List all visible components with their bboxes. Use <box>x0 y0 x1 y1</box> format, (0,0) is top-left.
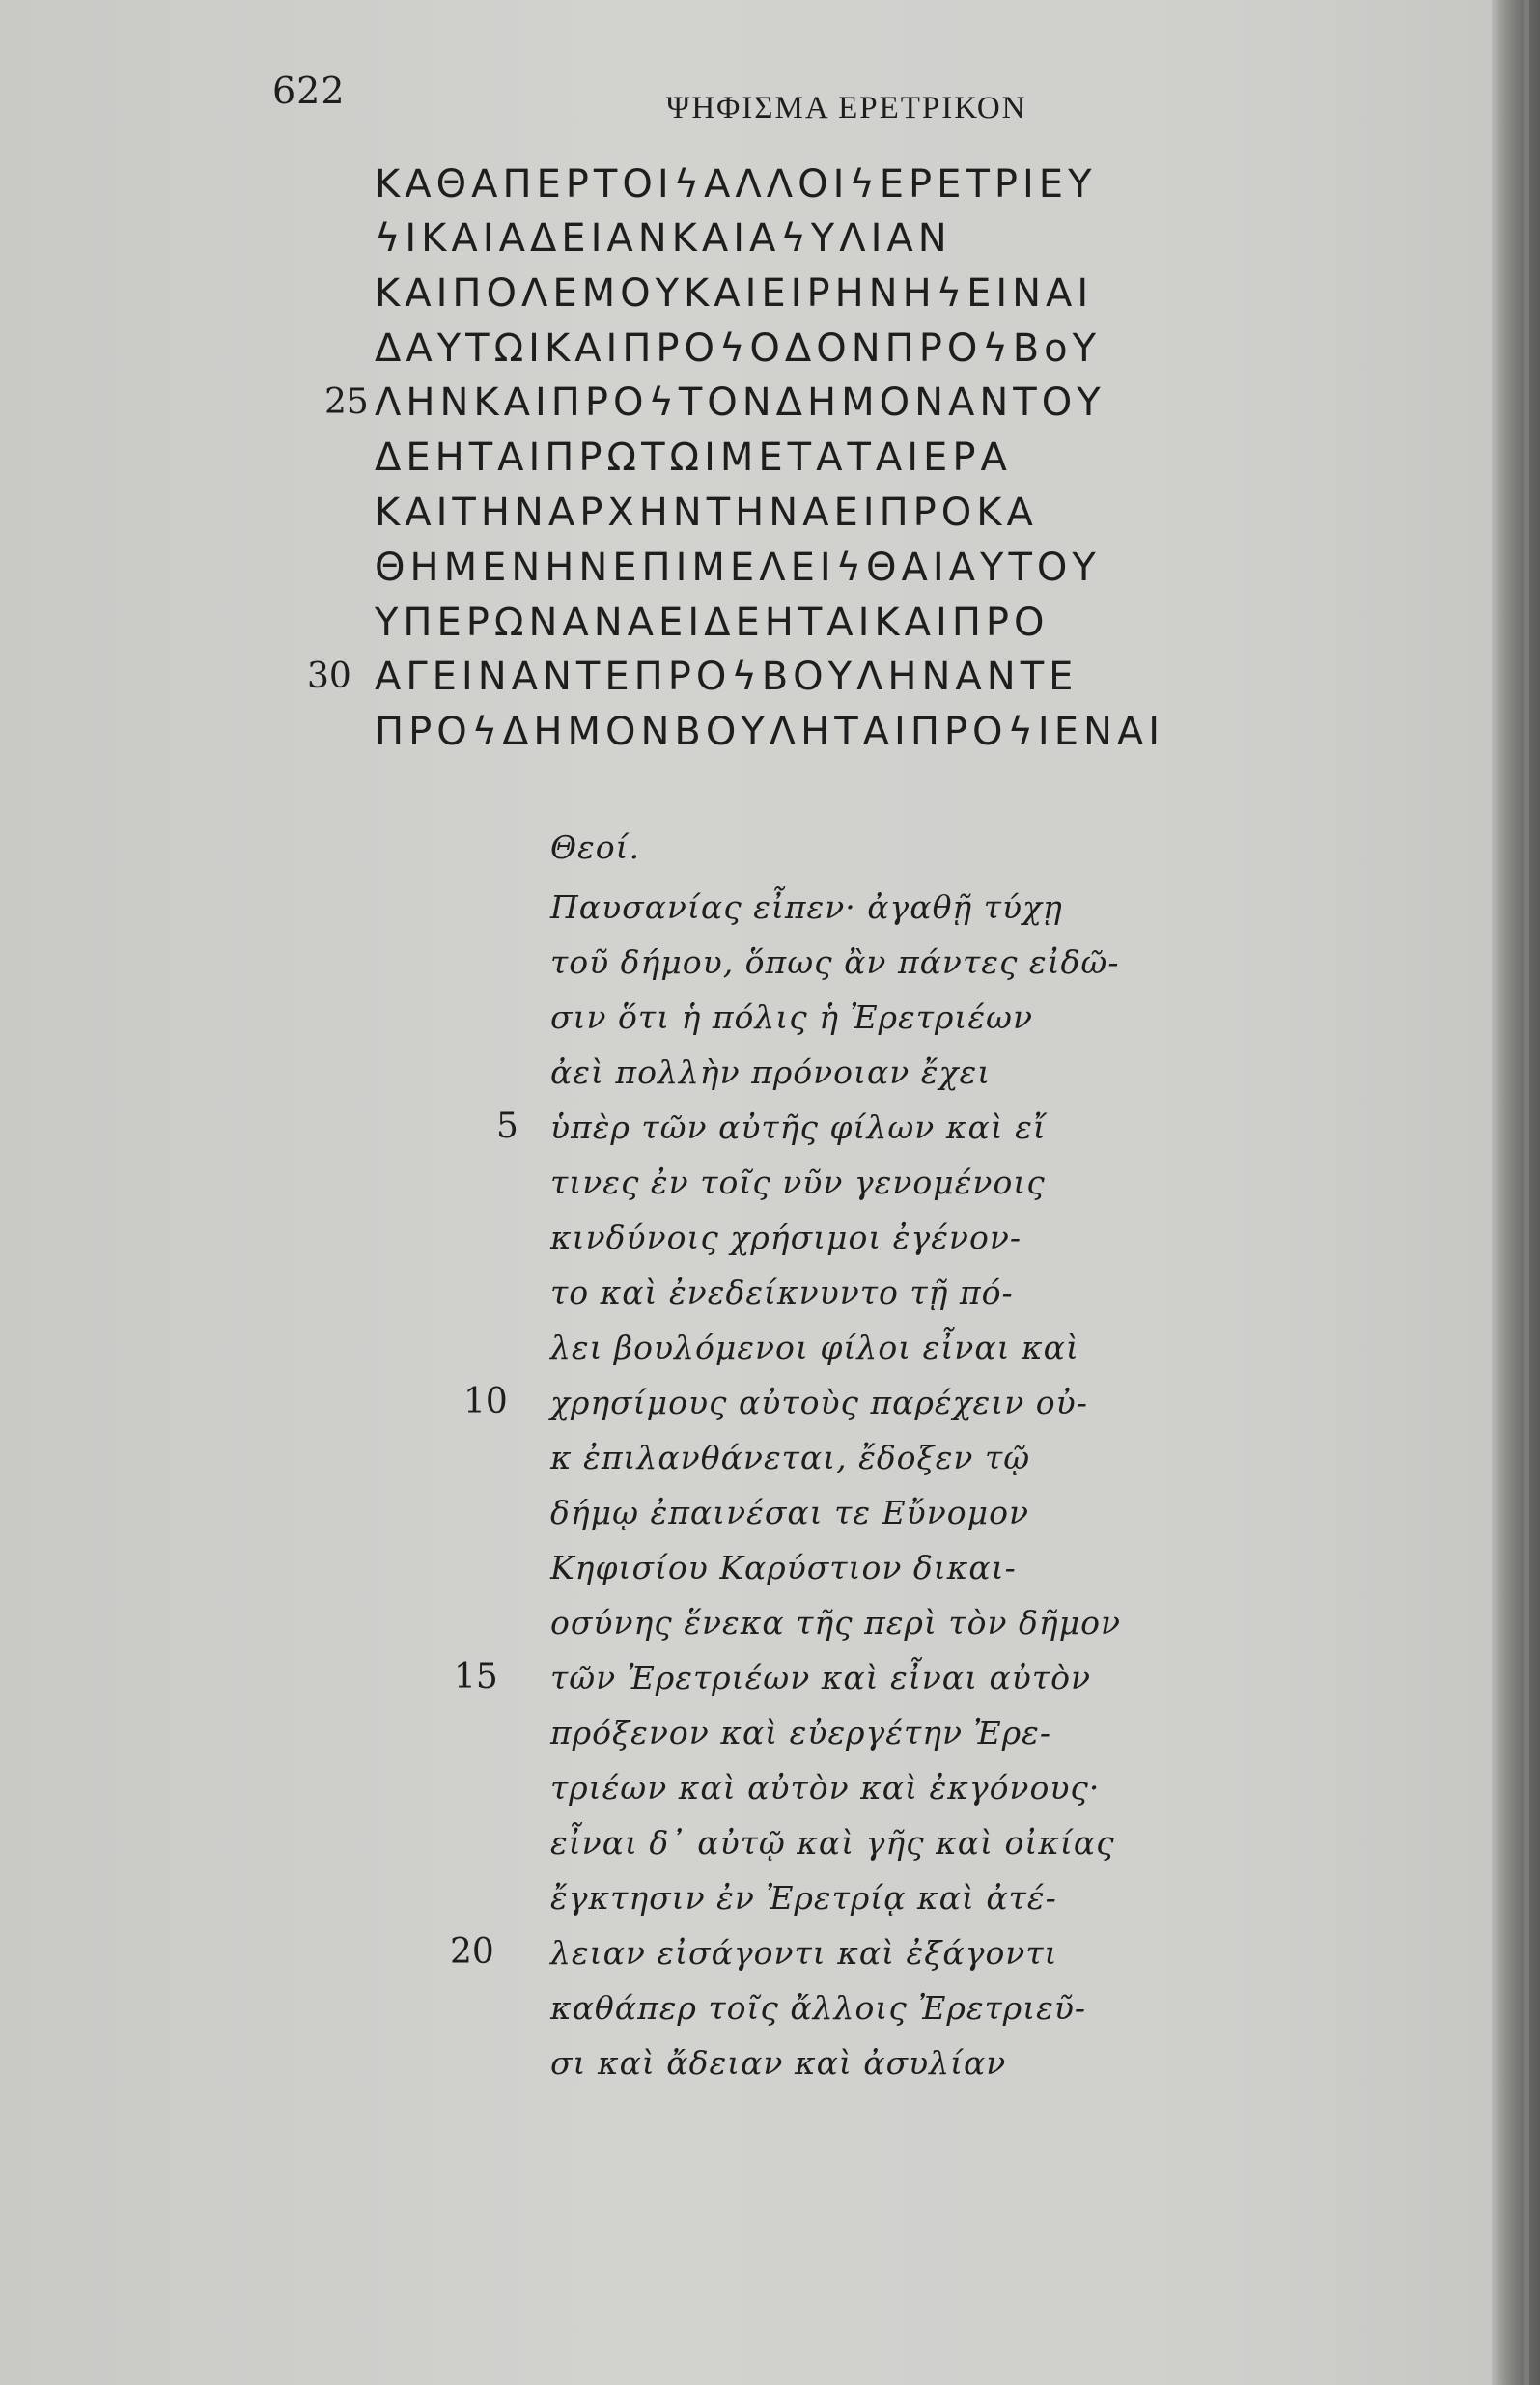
line-number: 25 <box>324 382 369 422</box>
transcription-line: χρησίμους αὐτοὺς παρέχειν οὐ- <box>550 1384 1088 1421</box>
line-number: 15 <box>454 1657 498 1697</box>
transcription-line: δήμῳ ἐπαινέσαι τε Εὔνομον <box>550 1494 1030 1531</box>
inscription-line: ΑΓΕΙΝΑΝΤΕΠΡΟϟΒΟΥΛΗΝΑΝΤΕ <box>375 655 1078 699</box>
line-number: 30 <box>307 657 351 696</box>
transcription-line: κινδύνοις χρήσιμοι ἐγένον- <box>550 1219 1022 1256</box>
transcription-line: εἶναι δ᾽ αὐτῷ καὶ γῆς καὶ οἰκίας <box>550 1824 1115 1862</box>
transcription-line: πρόξενον καὶ εὐεργέτην Ἐρε- <box>550 1714 1051 1752</box>
transcription-line: λει βουλόμενοι φίλοι εἶναι καὶ <box>550 1329 1079 1366</box>
inscription-line: ΔΕΗΤΑΙΠΡΩΤΩΙΜΕΤΑΤΑΙΕΡΑ <box>375 435 1012 480</box>
inscription-line: ΔΑΥΤΩΙΚΑΙΠΡΟϟΟΔΟΝΠΡΟϟΒοΥ <box>375 326 1102 371</box>
transcription-line: τοῦ δήμου, ὅπως ἂν πάντες εἰδῶ- <box>550 943 1120 981</box>
transcription-line: τῶν Ἐρετριέων καὶ εἶναι αὐτὸν <box>550 1659 1092 1697</box>
inscription-line: ϟΙΚΑΙΑΔΕΙΑΝΚΑΙΑϟΥΛΙΑΝ <box>375 216 952 261</box>
running-title: ΨΗΦΙΣΜΑ ΕΡΕΤΡΙΚΟΝ <box>666 91 1027 126</box>
transcription-line: ἔγκτησιν ἐν Ἐρετρίᾳ καὶ ἀτέ- <box>550 1879 1057 1917</box>
binding-strip <box>1524 0 1529 2385</box>
transcription-line: τριέων καὶ αὐτὸν καὶ ἐκγόνους· <box>550 1769 1101 1807</box>
line-number: 20 <box>450 1932 494 1972</box>
transcription-line: σι καὶ ἄδειαν καὶ ἀσυλίαν <box>550 2044 1007 2082</box>
page-edge-shadow <box>1492 0 1540 2385</box>
transcription-line: σιν ὅτι ἡ πόλις ἡ Ἐρετριέων <box>550 998 1034 1036</box>
page-number: 622 <box>272 70 346 112</box>
inscription-line: ΠΡΟϟΔΗΜΟΝΒΟΥΛΗΤΑΙΠΡΟϟΙΕΝΑΙ <box>375 710 1165 754</box>
inscription-line: ΚΑΙΠΟΛΕΜΟΥΚΑΙΕΙΡΗΝΗϟΕΙΝΑΙ <box>375 271 1094 316</box>
inscription-line: ΚΑΙΤΗΝΑΡΧΗΝΤΗΝΑΕΙΠΡΟΚΑ <box>375 491 1038 535</box>
transcription-line: ἀεὶ πολλὴν πρόνοιαν ἔχει <box>550 1053 992 1091</box>
transcription-line: ὑπὲρ τῶν αὐτῆς φίλων καὶ εἴ <box>550 1108 1047 1146</box>
line-number: 10 <box>463 1382 508 1421</box>
transcription-line: Κηφισίου Καρύστιον δικαι- <box>550 1549 1017 1586</box>
line-number: 5 <box>496 1107 518 1146</box>
transcription-line: κ ἐπιλανθάνεται, ἔδοξεν τῷ <box>550 1439 1031 1476</box>
transcription-line: το καὶ ἐνεδείκνυντο τῇ πό- <box>550 1274 1014 1311</box>
inscription-line: ΚΑΘΑΠΕΡΤΟΙϟΑΛΛΟΙϟΕΡΕΤΡΙΕΥ <box>375 162 1097 207</box>
transcription-line: οσύνης ἕνεκα τῆς περὶ τὸν δῆμον <box>550 1604 1122 1641</box>
transcription-line: Θεοί. <box>550 828 641 866</box>
inscription-line: ΘΗΜΕΝΗΝΕΠΙΜΕΛΕΙϟΘΑΙΑΥΤΟΥ <box>375 546 1101 590</box>
transcription-line: καθάπερ τοῖς ἄλλοις Ἐρετριεῦ- <box>550 1989 1087 2027</box>
inscription-line: ΥΠΕΡΩΝΑΝΑΕΙΔΕΗΤΑΙΚΑΙΠΡΟ <box>375 601 1050 645</box>
transcription-line: τινες ἐν τοῖς νῦν γενομένοις <box>550 1164 1046 1201</box>
inscription-line: ΛΗΝΚΑΙΠΡΟϟΤΟΝΔΗΜΟΝΑΝΤΟΥ <box>375 380 1106 425</box>
transcription-line: Παυσανίας εἶπεν· ἀγαθῇ τύχῃ <box>550 888 1063 926</box>
transcription-line: λειαν εἰσάγοντι καὶ ἐξάγοντι <box>550 1934 1058 1972</box>
